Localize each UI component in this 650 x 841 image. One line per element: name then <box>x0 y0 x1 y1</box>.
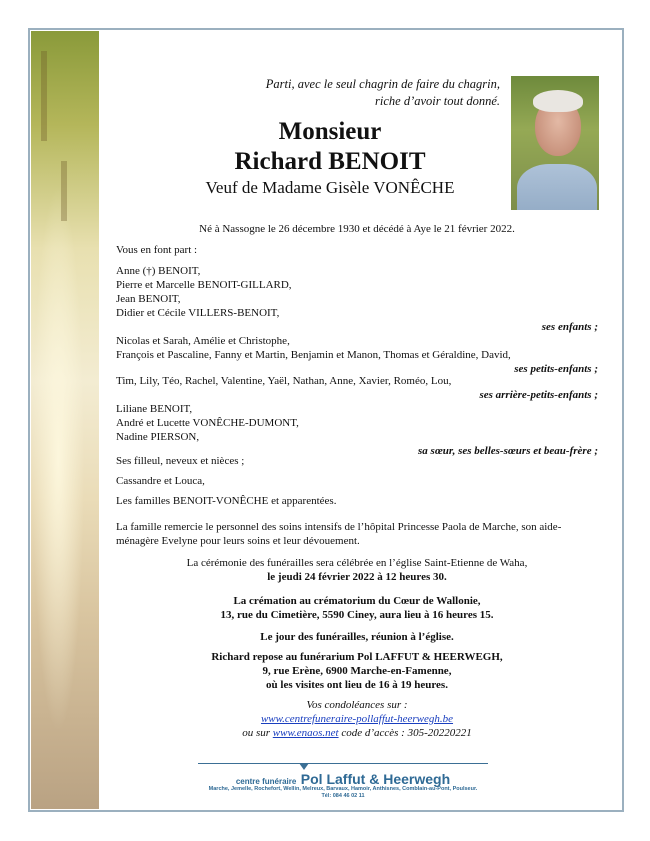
cremation-line: 13, rue du Cimetière, 5590 Ciney, aura lieu à 16 heures 15. <box>220 609 494 621</box>
relation-label: ses petits-enfants ; <box>514 363 598 375</box>
thanks-line: La famille remercie le personnel des soins intensifs de l’hôpital Princesse Paola de Marche, son aide- <box>116 521 562 533</box>
condolences-link-enaos[interactable]: www.enaos.net <box>272 727 339 739</box>
families-line: Les familles BENOIT-VONÊCHE et apparentées. <box>116 495 337 507</box>
funerarium-line: Richard repose au funérarium Pol LAFFUT & HEERWEGH, <box>211 651 503 663</box>
condolences-block <box>116 698 598 740</box>
portrait-hair <box>533 90 583 112</box>
condolences-label: Vos condoléances sur : <box>306 699 408 711</box>
honorific: Monsieur <box>278 118 382 145</box>
access-code: code d’accès : 305-20220221 <box>341 727 472 739</box>
ceremony-line: La cérémonie des funérailles sera célébrée en l’église Saint-Etienne de Waha, <box>186 557 528 569</box>
thanks-line: ménagère Evelyne pour leurs soins et leur dévouement. <box>116 535 360 547</box>
portrait-photo <box>511 76 599 210</box>
family-member: Liliane BENOIT, <box>116 403 193 415</box>
family-member: Pierre et Marcelle BENOIT-GILLARD, <box>116 279 292 291</box>
family-member: Jean BENOIT, <box>116 293 181 305</box>
birth-death-line: Né à Nassogne le 26 décembre 1930 et décédé à Aye le 21 février 2022. <box>199 223 515 235</box>
children-section <box>116 264 598 334</box>
family-member: Nicolas et Sarah, Amélie et Christophe, <box>116 335 290 347</box>
family-member: François et Pascaline, Fanny et Martin, Benjamin et Manon, Thomas et Géraldine, David, <box>116 349 511 361</box>
others-line: Cassandre et Louca, <box>116 475 205 487</box>
footer-cities: Marche, Jemelle, Rochefort, Wellin, Melreux, Barvaux, Hamoir, Anthisnes, Comblain-au-Pont, Poulseur. <box>208 786 478 792</box>
tree-trunk-shape <box>41 51 47 141</box>
great-grandchildren-section <box>116 374 598 402</box>
funerarium-line: où les visites ont lieu de 16 à 19 heures. <box>266 679 448 691</box>
funerarium-block <box>116 650 598 692</box>
footer-arrow-icon <box>299 763 309 770</box>
relation-label: ses arrière-petits-enfants ; <box>479 389 598 401</box>
godchildren-line: Ses filleul, neveux et nièces ; <box>116 455 245 467</box>
logo-brand: Pol Laffut & Heerwegh <box>300 771 451 787</box>
logo-prefix: centre funéraire <box>235 777 297 786</box>
widower-subtitle: Veuf de Madame Gisèle VONÊCHE <box>205 178 455 197</box>
thanks-paragraph <box>116 520 598 548</box>
forest-path-photo <box>31 31 99 809</box>
condolences-or: ou sur <box>242 727 271 739</box>
family-member: André et Lucette VONÊCHE-DUMONT, <box>116 417 299 429</box>
family-member: Nadine PIERSON, <box>116 431 200 443</box>
ceremony-date: le jeudi 24 février 2022 à 12 heures 30. <box>267 571 447 583</box>
footer-details <box>190 786 496 800</box>
family-member: Didier et Cécile VILLERS-BENOIT, <box>116 307 280 319</box>
intro-line: Vous en font part : <box>116 244 198 256</box>
funerarium-line: 9, rue Erène, 6900 Marche-en-Famenne, <box>262 665 452 677</box>
family-member: Tim, Lily, Téo, Rachel, Valentine, Yaël, Nathan, Anne, Xavier, Roméo, Lou, <box>116 375 452 387</box>
condolences-link-primary[interactable]: www.centrefuneraire-pollaffut-heerwegh.be <box>260 713 454 725</box>
family-member: Anne (†) BENOIT, <box>116 265 201 277</box>
cremation-block <box>116 594 598 622</box>
siblings-section <box>116 402 598 458</box>
cremation-line: La crémation au crématorium du Cœur de Wallonie, <box>233 595 481 607</box>
portrait-shirt <box>517 164 597 210</box>
reunion-line: Le jour des funérailles, réunion à l’église. <box>260 631 454 643</box>
deceased-name: Richard BENOIT <box>234 148 426 175</box>
footer-phone: Tél: 084 46 02 11 <box>321 793 365 799</box>
epigraph-quote <box>200 76 500 110</box>
quote-line: riche d’avoir tout donné. <box>375 94 500 108</box>
footer-divider <box>198 763 488 764</box>
relation-label: sa sœur, ses belles-sœurs et beau-frère ; <box>418 445 598 457</box>
tree-trunk-shape <box>61 161 67 221</box>
name-block <box>160 117 500 199</box>
ceremony-block <box>116 556 598 584</box>
grandchildren-section <box>116 334 598 376</box>
quote-line: Parti, avec le seul chagrin de faire du chagrin, <box>265 77 500 91</box>
relation-label: ses enfants ; <box>541 321 598 333</box>
